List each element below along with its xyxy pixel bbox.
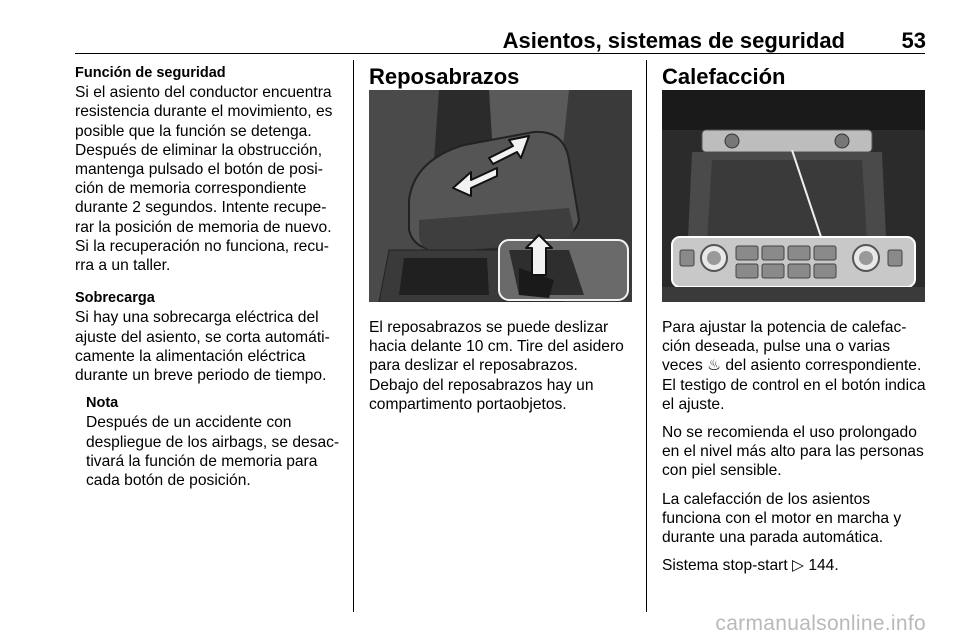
heating-para2-line: No se recomienda el uso prolongado (662, 424, 917, 442)
armrest-illustration (369, 90, 632, 302)
note-line: Después de un accidente con (86, 414, 292, 432)
armrest-line: hacia delante 10 cm. Tire del asidero (369, 338, 624, 356)
column-divider-1 (353, 60, 354, 612)
armrest-line: compartimento portaobjetos. (369, 395, 567, 413)
overload-heading: Sobrecarga (75, 290, 155, 307)
watermark: carmanualsonline.info (715, 612, 926, 635)
heating-para1-line: ción deseada, pulse una o varias (662, 338, 890, 356)
left-column (75, 64, 347, 490)
security-line: Después de eliminar la obstrucción, (75, 141, 323, 159)
column-divider-2 (646, 60, 647, 612)
armrest-line: El reposabrazos se puede deslizar (369, 319, 609, 336)
security-line: resistencia durante el movimiento, es (75, 103, 333, 121)
overload-line: ajuste del asiento, se corta automáti- (75, 328, 330, 346)
armrest-line: para deslizar el reposabrazos. (369, 357, 578, 375)
note-heading: Nota (86, 395, 119, 412)
security-line: Si el asiento del conductor encuentra (75, 84, 332, 102)
note-block (75, 394, 347, 490)
armrest-title: Reposabrazos (369, 64, 520, 89)
heating-para1-line: El testigo de control en el botón indica (662, 376, 926, 394)
security-line: durante 2 segundos. Intente recupe- (75, 199, 327, 217)
heating-para3-line: durante una parada automática. (662, 529, 884, 547)
overload-line: durante un breve periodo de tiempo. (75, 367, 327, 385)
right-column (662, 64, 927, 575)
page-header-title: Asientos, sistemas de seguridad (502, 28, 845, 53)
overload-line: Si hay una sobrecarga eléctrica del (75, 309, 319, 327)
armrest-line: Debajo del reposabrazos hay un (369, 376, 594, 394)
security-line: ción de memoria correspondiente (75, 180, 307, 198)
heating-para1-line: veces ♨ del asiento correspondiente. (662, 357, 922, 375)
heating-para3-line: La calefacción de los asientos (662, 490, 871, 508)
heating-title: Calefacción (662, 64, 786, 89)
heating-para3-line: funciona con el motor en marcha y (662, 509, 902, 527)
note-line: tivará la función de memoria para (86, 452, 318, 470)
overload-line: camente la alimentación eléctrica (75, 347, 306, 365)
security-line: rar la posición de memoria de nuevo. (75, 218, 332, 236)
header-rule (75, 53, 925, 54)
heating-para2-line: con piel sensible. (662, 462, 782, 480)
security-line: rra a un taller. (75, 257, 171, 275)
note-line: despliegue de los airbags, se desac- (86, 433, 340, 451)
heating-controls-illustration (662, 90, 925, 302)
middle-column (369, 64, 634, 414)
security-line: Si la recuperación no funciona, recu- (75, 237, 329, 255)
stop-start-reference: Sistema stop-start ▷ 144. (662, 557, 839, 575)
security-function-heading: Función de seguridad (75, 65, 226, 81)
heating-para1-line: Para ajustar la potencia de calefac- (662, 319, 907, 336)
note-line: cada botón de posición. (86, 472, 251, 490)
security-line: mantenga pulsado el botón de posi- (75, 161, 323, 179)
page-number: 53 (901, 28, 926, 53)
security-line: posible que la función se detenga. (75, 122, 312, 140)
heating-para2-line: en el nivel más alto para las personas (662, 443, 924, 461)
heating-para1-line: el ajuste. (662, 395, 725, 413)
